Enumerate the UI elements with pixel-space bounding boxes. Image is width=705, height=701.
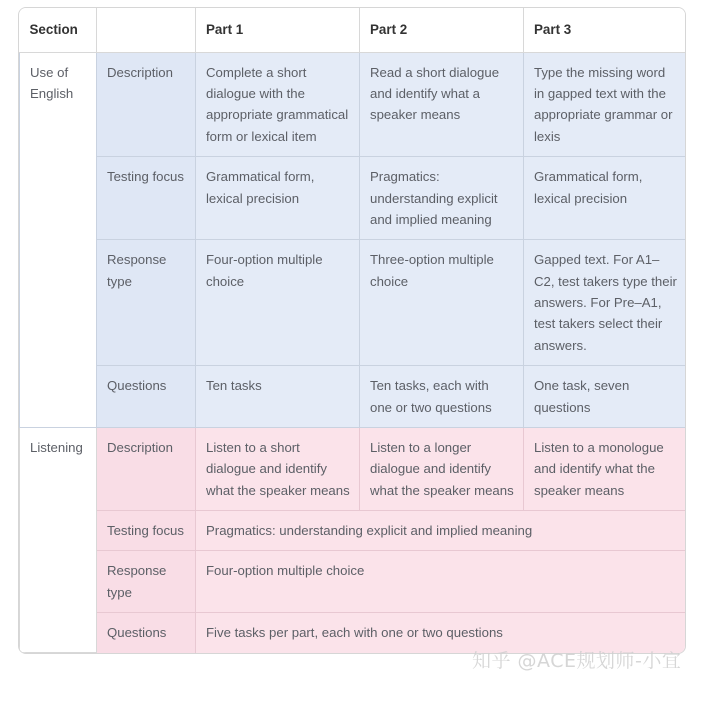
column-header-blank	[97, 8, 196, 52]
cell-ue-response-type-part-1: Four-option multiple choice	[196, 240, 360, 366]
cell-li-description-part-3: Listen to a monologue and identify what the speaker means	[524, 427, 687, 510]
cell-ue-description-part-1: Complete a short dialogue with the appropriate grammatical form or lexical item	[196, 52, 360, 157]
spec-table	[19, 8, 686, 653]
cell-ue-testing-focus-part-2: Pragmatics: understanding explicit and implied meaning	[360, 157, 524, 240]
column-header-section: Section	[20, 8, 97, 52]
table-body	[20, 8, 687, 653]
row-label-testing-focus: Testing focus	[97, 511, 196, 551]
column-header-part-1: Part 1	[196, 8, 360, 52]
cell-ue-questions-part-1: Ten tasks	[196, 366, 360, 428]
row-label-response-type: Response type	[97, 240, 196, 366]
cell-ue-questions-part-2: Ten tasks, each with one or two questions	[360, 366, 524, 428]
cell-ue-response-type-part-2: Three-option multiple choice	[360, 240, 524, 366]
table-row	[20, 551, 687, 613]
section-label-listening: Listening	[20, 427, 97, 652]
section-label-use-of-english: Use of English	[20, 52, 97, 427]
watermark: 知乎 @ACE规划师-小宜	[472, 650, 682, 672]
table-row	[20, 52, 687, 157]
column-header-part-3: Part 3	[524, 8, 687, 52]
cell-ue-response-type-part-3: Gapped text. For A1–C2, test takers type their answers. For Pre–A1, test takers select their answers.	[524, 240, 687, 366]
row-label-description: Description	[97, 427, 196, 510]
row-label-response-type: Response type	[97, 551, 196, 613]
row-label-questions: Questions	[97, 613, 196, 653]
exam-format-table	[18, 7, 686, 654]
table-row	[20, 240, 687, 366]
table-row	[20, 613, 687, 653]
row-label-description: Description	[97, 52, 196, 157]
cell-ue-testing-focus-part-3: Grammatical form, lexical precision	[524, 157, 687, 240]
cell-li-questions-all-parts: Five tasks per part, each with one or two questions	[196, 613, 687, 653]
column-header-part-2: Part 2	[360, 8, 524, 52]
cell-li-response-type-all-parts: Four-option multiple choice	[196, 551, 687, 613]
cell-ue-description-part-3: Type the missing word in gapped text with the appropriate grammar or lexis	[524, 52, 687, 157]
cell-li-description-part-2: Listen to a longer dialogue and identify what the speaker means	[360, 427, 524, 510]
table-row	[20, 366, 687, 428]
row-label-questions: Questions	[97, 366, 196, 428]
table-row	[20, 511, 687, 551]
table-row	[20, 157, 687, 240]
cell-ue-testing-focus-part-1: Grammatical form, lexical precision	[196, 157, 360, 240]
cell-ue-questions-part-3: One task, seven questions	[524, 366, 687, 428]
table-header-row	[20, 8, 687, 52]
cell-li-description-part-1: Listen to a short dialogue and identify what the speaker means	[196, 427, 360, 510]
cell-li-testing-focus-all-parts: Pragmatics: understanding explicit and implied meaning	[196, 511, 687, 551]
table-row	[20, 427, 687, 510]
row-label-testing-focus: Testing focus	[97, 157, 196, 240]
cell-ue-description-part-2: Read a short dialogue and identify what a speaker means	[360, 52, 524, 157]
